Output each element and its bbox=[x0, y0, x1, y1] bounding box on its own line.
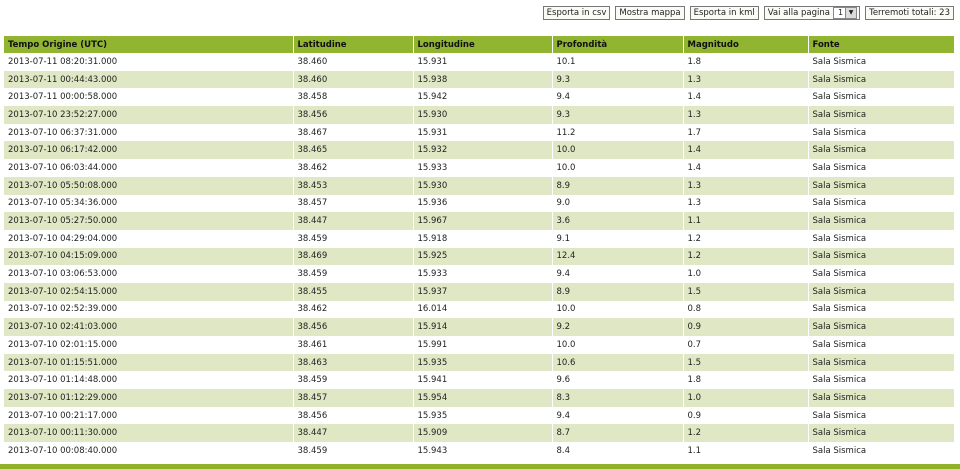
table-row bbox=[4, 248, 954, 266]
cell-magnitude: 1.4 bbox=[683, 88, 808, 106]
goto-page-label: Vai alla pagina bbox=[767, 8, 830, 18]
cell-source: Sala Sismica bbox=[808, 442, 954, 460]
cell-source: Sala Sismica bbox=[808, 336, 954, 354]
table-body bbox=[4, 53, 954, 460]
cell-origin-time: 2013-07-10 02:52:39.000 bbox=[4, 301, 293, 319]
cell-depth: 9.2 bbox=[552, 318, 683, 336]
cell-longitude: 15.931 bbox=[413, 53, 552, 71]
cell-longitude: 15.918 bbox=[413, 230, 552, 248]
table-row bbox=[4, 159, 954, 177]
header-longitude[interactable]: Longitudine bbox=[413, 36, 552, 53]
cell-depth: 8.9 bbox=[552, 283, 683, 301]
cell-origin-time: 2013-07-10 02:41:03.000 bbox=[4, 318, 293, 336]
cell-origin-time: 2013-07-10 02:01:15.000 bbox=[4, 336, 293, 354]
cell-latitude: 38.455 bbox=[293, 283, 413, 301]
table-row bbox=[4, 442, 954, 460]
table-row bbox=[4, 389, 954, 407]
cell-depth: 9.3 bbox=[552, 106, 683, 124]
cell-longitude: 15.967 bbox=[413, 212, 552, 230]
cell-depth: 10.0 bbox=[552, 336, 683, 354]
cell-magnitude: 1.5 bbox=[683, 354, 808, 372]
cell-latitude: 38.458 bbox=[293, 88, 413, 106]
cell-longitude: 15.935 bbox=[413, 407, 552, 425]
cell-longitude: 15.933 bbox=[413, 159, 552, 177]
cell-longitude: 15.933 bbox=[413, 265, 552, 283]
cell-source: Sala Sismica bbox=[808, 248, 954, 266]
export-csv-button[interactable]: Esporta in csv bbox=[543, 6, 611, 20]
cell-source: Sala Sismica bbox=[808, 318, 954, 336]
bottom-bar bbox=[0, 464, 960, 469]
cell-longitude: 15.909 bbox=[413, 424, 552, 442]
cell-magnitude: 1.2 bbox=[683, 424, 808, 442]
cell-longitude: 16.014 bbox=[413, 301, 552, 319]
cell-longitude: 15.932 bbox=[413, 141, 552, 159]
cell-origin-time: 2013-07-10 03:06:53.000 bbox=[4, 265, 293, 283]
cell-longitude: 15.937 bbox=[413, 283, 552, 301]
cell-origin-time: 2013-07-10 01:14:48.000 bbox=[4, 371, 293, 389]
table-row bbox=[4, 53, 954, 71]
table-row bbox=[4, 88, 954, 106]
cell-depth: 10.1 bbox=[552, 53, 683, 71]
cell-latitude: 38.447 bbox=[293, 424, 413, 442]
table-row bbox=[4, 124, 954, 142]
page-select-value: 1 bbox=[837, 8, 844, 17]
cell-source: Sala Sismica bbox=[808, 88, 954, 106]
cell-latitude: 38.456 bbox=[293, 106, 413, 124]
show-map-button[interactable]: Mostra mappa bbox=[615, 6, 684, 20]
cell-latitude: 38.469 bbox=[293, 248, 413, 266]
table-row bbox=[4, 424, 954, 442]
cell-origin-time: 2013-07-10 06:17:42.000 bbox=[4, 141, 293, 159]
table-row bbox=[4, 71, 954, 89]
earthquake-table bbox=[4, 36, 954, 460]
table-row bbox=[4, 371, 954, 389]
cell-depth: 9.4 bbox=[552, 88, 683, 106]
cell-depth: 9.4 bbox=[552, 407, 683, 425]
cell-origin-time: 2013-07-11 00:44:43.000 bbox=[4, 71, 293, 89]
cell-source: Sala Sismica bbox=[808, 106, 954, 124]
table-row bbox=[4, 265, 954, 283]
cell-origin-time: 2013-07-10 04:15:09.000 bbox=[4, 248, 293, 266]
cell-longitude: 15.954 bbox=[413, 389, 552, 407]
cell-source: Sala Sismica bbox=[808, 301, 954, 319]
cell-depth: 9.3 bbox=[552, 71, 683, 89]
cell-latitude: 38.462 bbox=[293, 159, 413, 177]
total-earthquakes-label: Terremoti totali: 23 bbox=[865, 6, 954, 20]
cell-magnitude: 1.3 bbox=[683, 177, 808, 195]
cell-magnitude: 1.3 bbox=[683, 71, 808, 89]
cell-magnitude: 1.3 bbox=[683, 195, 808, 213]
cell-origin-time: 2013-07-10 00:21:17.000 bbox=[4, 407, 293, 425]
cell-magnitude: 1.0 bbox=[683, 265, 808, 283]
cell-origin-time: 2013-07-10 00:08:40.000 bbox=[4, 442, 293, 460]
cell-longitude: 15.914 bbox=[413, 318, 552, 336]
cell-source: Sala Sismica bbox=[808, 71, 954, 89]
cell-magnitude: 1.8 bbox=[683, 371, 808, 389]
cell-source: Sala Sismica bbox=[808, 265, 954, 283]
table-row bbox=[4, 230, 954, 248]
header-origin-time[interactable]: Tempo Origine (UTC) bbox=[4, 36, 293, 53]
cell-latitude: 38.459 bbox=[293, 265, 413, 283]
cell-origin-time: 2013-07-10 02:54:15.000 bbox=[4, 283, 293, 301]
cell-depth: 8.4 bbox=[552, 442, 683, 460]
cell-depth: 8.9 bbox=[552, 177, 683, 195]
cell-magnitude: 1.7 bbox=[683, 124, 808, 142]
table-row bbox=[4, 318, 954, 336]
cell-magnitude: 0.9 bbox=[683, 407, 808, 425]
cell-longitude: 15.930 bbox=[413, 106, 552, 124]
cell-longitude: 15.936 bbox=[413, 195, 552, 213]
cell-origin-time: 2013-07-10 04:29:04.000 bbox=[4, 230, 293, 248]
cell-latitude: 38.459 bbox=[293, 230, 413, 248]
cell-magnitude: 1.3 bbox=[683, 106, 808, 124]
cell-latitude: 38.457 bbox=[293, 389, 413, 407]
cell-depth: 10.0 bbox=[552, 159, 683, 177]
cell-magnitude: 1.1 bbox=[683, 212, 808, 230]
cell-longitude: 15.943 bbox=[413, 442, 552, 460]
cell-latitude: 38.447 bbox=[293, 212, 413, 230]
cell-source: Sala Sismica bbox=[808, 371, 954, 389]
table-row bbox=[4, 283, 954, 301]
cell-latitude: 38.467 bbox=[293, 124, 413, 142]
table-header-row bbox=[4, 36, 954, 53]
cell-source: Sala Sismica bbox=[808, 141, 954, 159]
cell-latitude: 38.460 bbox=[293, 53, 413, 71]
cell-origin-time: 2013-07-10 05:34:36.000 bbox=[4, 195, 293, 213]
cell-source: Sala Sismica bbox=[808, 177, 954, 195]
cell-longitude: 15.935 bbox=[413, 354, 552, 372]
earthquake-table-container bbox=[4, 36, 954, 460]
cell-longitude: 15.925 bbox=[413, 248, 552, 266]
table-row bbox=[4, 336, 954, 354]
cell-depth: 10.0 bbox=[552, 141, 683, 159]
cell-source: Sala Sismica bbox=[808, 124, 954, 142]
cell-latitude: 38.460 bbox=[293, 71, 413, 89]
cell-depth: 8.7 bbox=[552, 424, 683, 442]
cell-source: Sala Sismica bbox=[808, 212, 954, 230]
table-row bbox=[4, 407, 954, 425]
table-row bbox=[4, 212, 954, 230]
cell-origin-time: 2013-07-10 06:03:44.000 bbox=[4, 159, 293, 177]
cell-magnitude: 1.4 bbox=[683, 159, 808, 177]
cell-source: Sala Sismica bbox=[808, 283, 954, 301]
cell-magnitude: 0.7 bbox=[683, 336, 808, 354]
cell-magnitude: 1.5 bbox=[683, 283, 808, 301]
cell-origin-time: 2013-07-11 00:00:58.000 bbox=[4, 88, 293, 106]
cell-magnitude: 0.8 bbox=[683, 301, 808, 319]
cell-magnitude: 1.8 bbox=[683, 53, 808, 71]
cell-magnitude: 1.1 bbox=[683, 442, 808, 460]
cell-magnitude: 0.9 bbox=[683, 318, 808, 336]
header-source[interactable]: Fonte bbox=[808, 36, 954, 53]
cell-latitude: 38.456 bbox=[293, 407, 413, 425]
cell-latitude: 38.459 bbox=[293, 371, 413, 389]
cell-origin-time: 2013-07-10 05:50:08.000 bbox=[4, 177, 293, 195]
cell-latitude: 38.457 bbox=[293, 195, 413, 213]
cell-latitude: 38.453 bbox=[293, 177, 413, 195]
cell-origin-time: 2013-07-10 00:11:30.000 bbox=[4, 424, 293, 442]
cell-origin-time: 2013-07-10 01:12:29.000 bbox=[4, 389, 293, 407]
page-select[interactable] bbox=[833, 7, 857, 19]
goto-page-control bbox=[764, 6, 860, 20]
header-depth[interactable]: Profondità bbox=[552, 36, 683, 53]
table-row bbox=[4, 195, 954, 213]
cell-longitude: 15.991 bbox=[413, 336, 552, 354]
cell-magnitude: 1.2 bbox=[683, 230, 808, 248]
cell-magnitude: 1.4 bbox=[683, 141, 808, 159]
cell-depth: 12.4 bbox=[552, 248, 683, 266]
cell-depth: 3.6 bbox=[552, 212, 683, 230]
table-row bbox=[4, 354, 954, 372]
cell-source: Sala Sismica bbox=[808, 424, 954, 442]
cell-source: Sala Sismica bbox=[808, 407, 954, 425]
cell-origin-time: 2013-07-10 05:27:50.000 bbox=[4, 212, 293, 230]
chevron-down-icon[interactable]: ▼ bbox=[845, 8, 856, 18]
export-kml-button[interactable]: Esporta in kml bbox=[690, 6, 759, 20]
cell-source: Sala Sismica bbox=[808, 53, 954, 71]
cell-longitude: 15.930 bbox=[413, 177, 552, 195]
cell-source: Sala Sismica bbox=[808, 159, 954, 177]
cell-depth: 9.0 bbox=[552, 195, 683, 213]
cell-latitude: 38.462 bbox=[293, 301, 413, 319]
cell-depth: 9.4 bbox=[552, 265, 683, 283]
header-latitude[interactable]: Latitudine bbox=[293, 36, 413, 53]
cell-depth: 8.3 bbox=[552, 389, 683, 407]
header-magnitude[interactable]: Magnitudo bbox=[683, 36, 808, 53]
cell-source: Sala Sismica bbox=[808, 230, 954, 248]
cell-longitude: 15.942 bbox=[413, 88, 552, 106]
cell-source: Sala Sismica bbox=[808, 389, 954, 407]
cell-origin-time: 2013-07-10 06:37:31.000 bbox=[4, 124, 293, 142]
cell-source: Sala Sismica bbox=[808, 354, 954, 372]
table-row bbox=[4, 106, 954, 124]
cell-latitude: 38.459 bbox=[293, 442, 413, 460]
cell-depth: 10.6 bbox=[552, 354, 683, 372]
cell-latitude: 38.461 bbox=[293, 336, 413, 354]
cell-latitude: 38.463 bbox=[293, 354, 413, 372]
cell-depth: 10.0 bbox=[552, 301, 683, 319]
toolbar bbox=[543, 6, 954, 20]
cell-depth: 9.6 bbox=[552, 371, 683, 389]
cell-longitude: 15.938 bbox=[413, 71, 552, 89]
cell-depth: 9.1 bbox=[552, 230, 683, 248]
cell-latitude: 38.456 bbox=[293, 318, 413, 336]
cell-magnitude: 1.0 bbox=[683, 389, 808, 407]
table-row bbox=[4, 301, 954, 319]
cell-depth: 11.2 bbox=[552, 124, 683, 142]
table-row bbox=[4, 141, 954, 159]
cell-latitude: 38.465 bbox=[293, 141, 413, 159]
cell-origin-time: 2013-07-10 01:15:51.000 bbox=[4, 354, 293, 372]
table-row bbox=[4, 177, 954, 195]
cell-origin-time: 2013-07-10 23:52:27.000 bbox=[4, 106, 293, 124]
cell-origin-time: 2013-07-11 08:20:31.000 bbox=[4, 53, 293, 71]
cell-magnitude: 1.2 bbox=[683, 248, 808, 266]
cell-longitude: 15.931 bbox=[413, 124, 552, 142]
cell-longitude: 15.941 bbox=[413, 371, 552, 389]
cell-source: Sala Sismica bbox=[808, 195, 954, 213]
